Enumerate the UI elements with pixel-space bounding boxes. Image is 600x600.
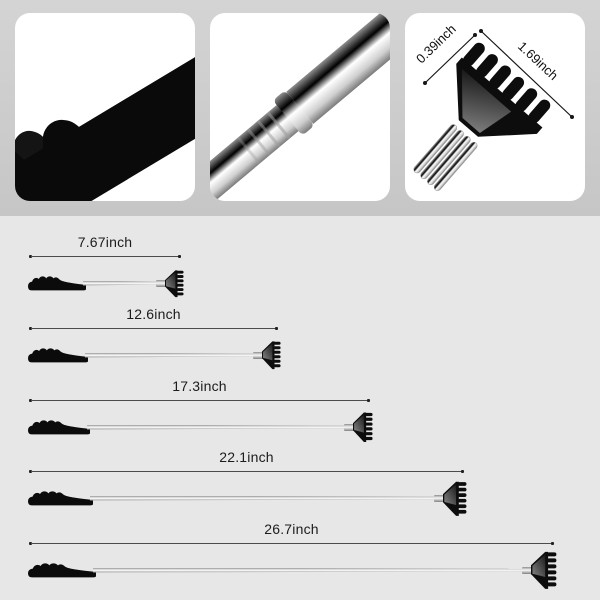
length-label: 22.1inch [219,449,274,465]
dimension-endpoint-right [178,255,181,258]
head-width-label: 0.39inch [412,21,459,67]
dimension-endpoint-right [275,327,278,330]
outer-tube [286,13,390,124]
scratcher-handle [28,562,96,578]
dimension-endpoint-right [461,470,464,473]
telescopic-shaft [93,568,522,573]
panel-pole-closeup [210,13,390,201]
size-row [30,521,553,591]
back-scratcher [28,549,557,591]
dimension-line [30,327,277,330]
scratcher-handle [28,490,93,506]
telescopic-shaft [87,425,344,430]
scratcher-handle [28,419,90,435]
size-row [30,234,180,304]
length-label: 26.7inch [264,521,319,537]
telescopic-pole-photo [210,13,390,201]
dimension-line [30,255,180,258]
head-length-label: 1.69inch [514,38,562,83]
length-label: 17.3inch [172,378,227,394]
scratcher-claw [531,550,557,590]
scratcher-claw [262,340,281,370]
dimension-line [30,470,463,473]
length-label: 7.67inch [77,234,133,250]
scratcher-claw [353,411,373,443]
length-label: 12.6inch [126,306,181,322]
back-scratcher [28,477,467,519]
back-scratcher [28,406,373,448]
telescopic-shaft [90,496,434,501]
scratcher-claw [443,480,467,517]
dimension-endpoint-right [367,399,370,402]
size-row [30,449,463,519]
handle-texture-photo [15,13,195,201]
dimension-line [30,542,553,545]
size-row [30,378,369,448]
telescopic-shaft [85,353,253,358]
panel-handle-closeup [15,13,195,201]
scratcher-handle [28,275,86,291]
dimension-line [30,399,369,402]
dimension-endpoint-right [551,542,554,545]
rake-head-photo [405,13,585,201]
back-scratcher [28,334,281,376]
detail-panels-band [0,0,600,216]
scratcher-claw [165,269,184,298]
telescopic-shaft [83,281,156,286]
panel-rake-head-closeup [405,13,585,201]
scratcher-handle [28,347,88,363]
size-row [30,306,277,376]
back-scratcher [28,262,184,304]
